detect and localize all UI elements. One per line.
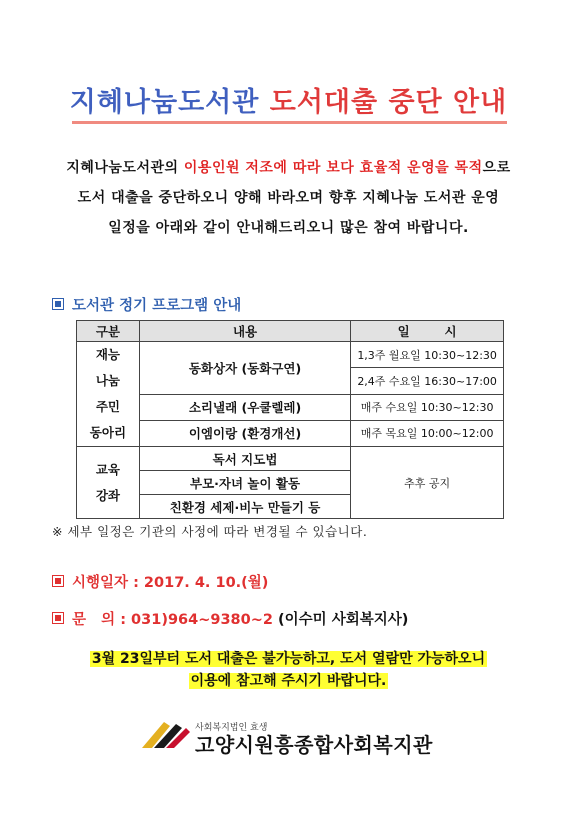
- table-row: [77, 394, 504, 420]
- program-schedule: 1,3주 월요일 10:30~12:30: [351, 342, 504, 368]
- contact-info: [52, 608, 408, 629]
- document-title: [0, 80, 577, 119]
- title-underline: [72, 121, 507, 124]
- section-heading-text: 도서관 정기 프로그램 안내: [72, 298, 242, 314]
- header-schedule: 일 시: [351, 321, 504, 342]
- effective-date-text: 시행일자 : 2017. 4. 10.(월): [72, 575, 269, 591]
- category-text: 재능: [95, 347, 120, 362]
- program-schedule: 매주 목요일 10:00~12:00: [351, 420, 504, 446]
- category-text: 교육: [95, 461, 120, 477]
- contact-phone: 문 의 : 031)964~9380~2: [72, 612, 273, 628]
- notice-line2: 이용에 참고해 주시기 바랍니다.: [190, 673, 387, 689]
- program-schedule: 매주 수요일 10:30~12:30: [351, 394, 504, 420]
- table-header-row: [77, 321, 504, 342]
- square-bullet-icon: [52, 612, 64, 624]
- category-talent-club: [77, 342, 140, 447]
- program-schedule: 2,4주 수요일 16:30~17:00: [351, 368, 504, 394]
- org-logo-name: 고양시원흥종합사회복지관: [195, 733, 433, 757]
- category-education: [77, 447, 140, 519]
- category-text: 강좌: [95, 487, 120, 503]
- table-row: [77, 447, 504, 471]
- section-heading: [52, 294, 241, 315]
- contact-person: (이수미 사회복지사): [278, 612, 409, 628]
- intro-paragraph: [40, 153, 537, 243]
- table-row: [77, 342, 504, 368]
- intro-line1-highlight: 이용인원 저조에 따라 보다 효율적 운영을 목적: [183, 160, 483, 176]
- program-table: [76, 320, 504, 519]
- title-part2: 도서대출 중단 안내: [269, 87, 508, 118]
- program-schedule: 추후 공지: [351, 447, 504, 519]
- table-row: [77, 420, 504, 446]
- program-name: 독서 지도법: [139, 447, 350, 471]
- category-text: 동아리: [89, 425, 127, 440]
- intro-line1-post: 으로: [482, 160, 511, 176]
- notice-line1: 3월 23일부터 도서 대출은 불가능하고, 도서 열람만 가능하오니: [91, 651, 486, 667]
- intro-line3: 일정을 아래와 같이 안내해드리오니 많은 참여 바랍니다.: [108, 220, 469, 236]
- title-part1: 지혜나눔도서관: [69, 87, 260, 118]
- schedule-note: ※ 세부 일정은 기관의 사정에 따라 변경될 수 있습니다.: [52, 524, 368, 539]
- program-name: 이엠이랑 (환경개선): [139, 420, 350, 446]
- program-name: 소리낼래 (우쿨렐레): [139, 394, 350, 420]
- square-bullet-icon: [52, 298, 64, 310]
- intro-line2: 도서 대출을 중단하오니 양해 바라오며 향후 지혜나눔 도서관 운영: [77, 190, 500, 206]
- header-category: 구분: [77, 321, 140, 342]
- notice-highlight: [0, 648, 577, 692]
- category-text: 주민: [95, 399, 120, 414]
- intro-line1-pre: 지혜나눔도서관의: [66, 160, 184, 176]
- program-name: 부모·자녀 놀이 활동: [139, 471, 350, 495]
- effective-date: [52, 571, 268, 592]
- program-name: 동화상자 (동화구연): [139, 342, 350, 395]
- header-content: 내용: [139, 321, 350, 342]
- square-bullet-icon: [52, 575, 64, 587]
- program-name: 친환경 세제·비누 만들기 등: [139, 495, 350, 519]
- org-logo-subtitle: 사회복지법인 효생: [195, 723, 268, 733]
- category-text: 나눔: [95, 373, 120, 388]
